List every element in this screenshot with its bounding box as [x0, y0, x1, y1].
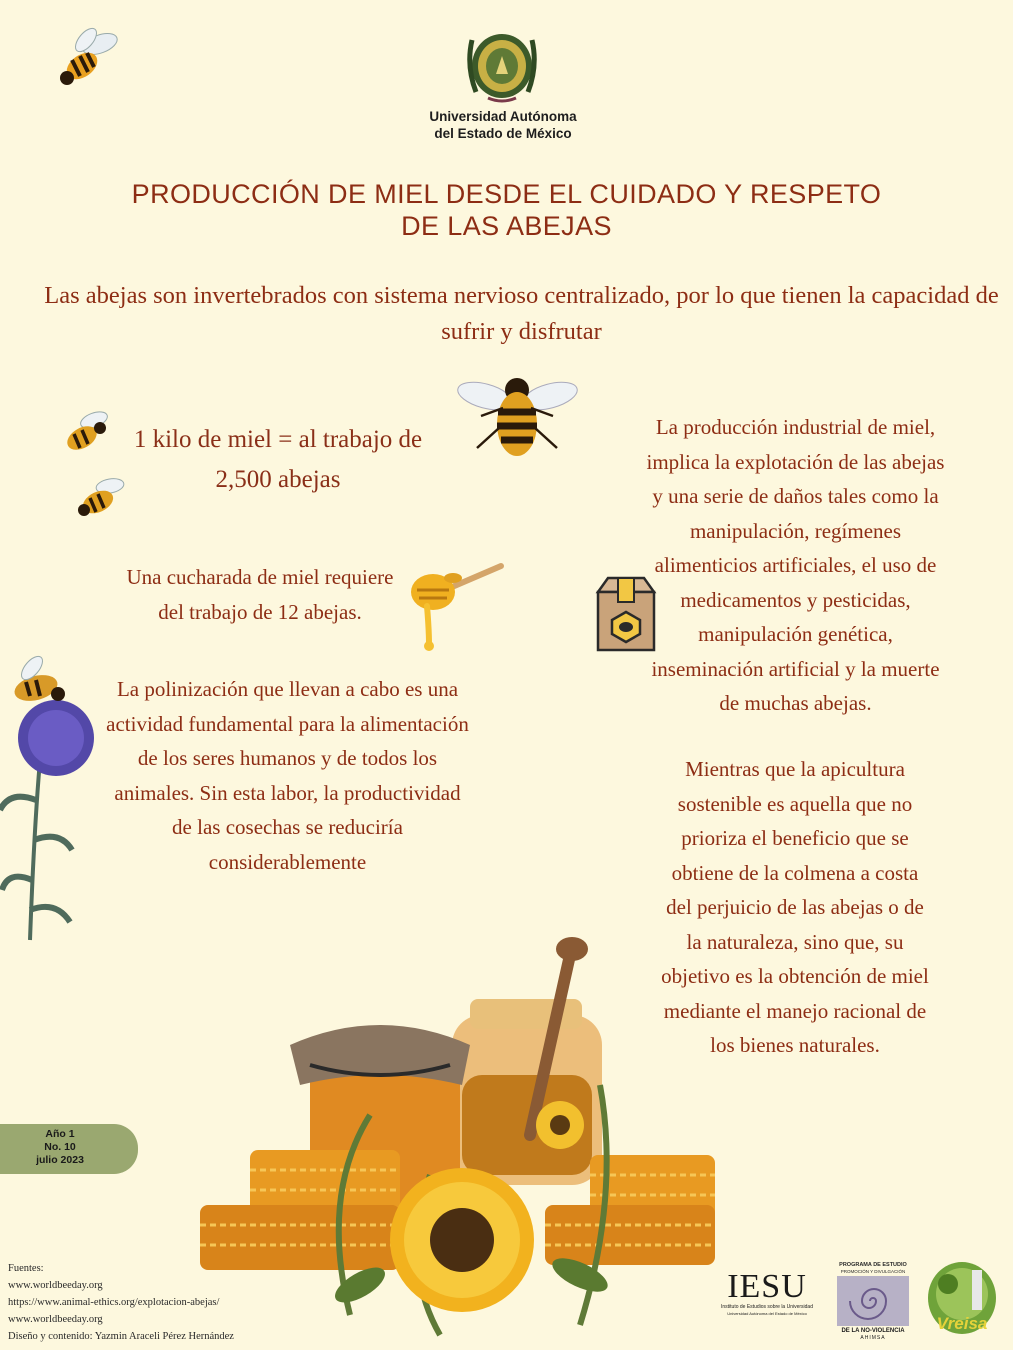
industrial-line: manipulación, regímenes: [689, 518, 902, 543]
issue-badge: [0, 1124, 138, 1174]
pollination-line: de los seres humanos y de todos los: [137, 746, 438, 770]
ahimsa-bottom2: AHIMSA: [860, 1335, 886, 1341]
industrial-line: de muchas abejas.: [719, 691, 872, 715]
thistle-flower-icon: [0, 650, 100, 950]
industrial-line: y una serie de daños tales como la: [652, 484, 939, 508]
sustainable-line: obtiene de la colmena a costa: [671, 860, 919, 885]
university-line1: Universidad Autónoma: [429, 109, 577, 124]
industrial-line: alimenticios artificiales, el uso de: [654, 553, 937, 577]
page-title: [100, 178, 913, 242]
sustainable-line: mediante el manejo racional de: [663, 998, 927, 1023]
industrial-line: medicamentos y pesticidas,: [680, 587, 911, 612]
sustainable-line: prioriza el beneficio que se: [681, 826, 909, 850]
nautilus-shell-icon: [837, 1276, 909, 1326]
university-line2: del Estado de México: [434, 126, 572, 141]
pollination-line: considerablemente: [208, 849, 367, 874]
bee-icon: [455, 368, 580, 463]
title-line2: DE LAS ABEJAS: [401, 211, 612, 241]
industrial-line: La producción industrial de miel,: [655, 415, 936, 439]
ahimsa-top1: PROGRAMA DE ESTUDIO: [839, 1262, 907, 1268]
industrial-line: manipulación genética,: [698, 622, 893, 646]
pollination-line: de las cosechas se reduciría: [172, 815, 403, 839]
iesu-logo: [716, 1270, 818, 1322]
spoon-line1: Una cucharada de miel requiere: [126, 565, 394, 589]
industrial-line: inseminación artificial y la muerte: [651, 656, 940, 681]
sustainable-line: sostenible es aquella que no: [677, 791, 913, 816]
industrial-line: implica la explotación de las abejas: [646, 449, 945, 474]
sustainable-line: los bienes naturales.: [710, 1033, 880, 1057]
iesu-logo-text: IESU: [727, 1268, 807, 1305]
sustainable-line: del perjuicio de las abejas o de: [666, 895, 924, 919]
title-line1: PRODUCCIÓN DE MIEL DESDE EL CUIDADO Y RESPETO: [131, 179, 882, 209]
university-crest-icon: [462, 30, 542, 106]
sustainable-line: la naturaleza, sino que, su: [686, 929, 904, 954]
kilo-line2: 2,500 abejas: [215, 466, 341, 493]
sustainable-line: objetivo es la obtención de miel: [661, 964, 929, 988]
kilo-line1: 1 kilo de miel = al trabajo de: [133, 426, 423, 453]
source-link[interactable]: www.worldbeeday.org: [8, 1314, 103, 1325]
kilo-fact: [118, 420, 438, 500]
iesu-logo-sub2: Universidad Autónoma del Estado de México: [727, 1311, 807, 1316]
pollination-line: La polinización que llevan a cabo es una: [116, 677, 459, 701]
sources-label: Fuentes:: [8, 1263, 44, 1274]
spoon-fact: [110, 560, 410, 629]
source-link[interactable]: www.worldbeeday.org: [8, 1280, 103, 1291]
ahimsa-top2: PROMOCIÓN Y DIVULGACIÓN: [840, 1269, 906, 1274]
sources: [8, 1260, 308, 1345]
bee-icon: [50, 26, 122, 90]
sustainable-line: Mientras que la apicultura: [685, 757, 905, 781]
issue-date: julio 2023: [36, 1154, 84, 1166]
bee-icon: [56, 406, 112, 462]
vreisa-logo: [926, 1260, 998, 1340]
sunflower-icon: [390, 1168, 534, 1312]
credit-line: Diseño y contenido: Yazmin Araceli Pérez Hernández: [8, 1331, 234, 1342]
issue-year: Año 1: [45, 1128, 75, 1140]
pollination-line: actividad fundamental para la alimentación: [106, 711, 469, 736]
ahimsa-logo: [834, 1262, 912, 1346]
pollination-text: [90, 672, 485, 879]
pollination-line: animales. Sin esta labor, la productividad: [114, 780, 461, 805]
ahimsa-bottom1: DE LA NO-VIOLENCIA: [841, 1328, 905, 1334]
issue-number: No. 10: [44, 1141, 76, 1153]
vreisa-logo-text: Vreisa: [936, 1314, 988, 1333]
honey-dipper-icon: [405, 560, 505, 652]
intro-text: Las abejas son invertebrados con sistema nervioso centralizado, por lo que tienen la capacidad de sufrir y disfrutar: [44, 282, 999, 345]
spoon-line2: del trabajo de 12 abejas.: [158, 599, 362, 624]
honeycomb-icon: [200, 1150, 400, 1270]
honey-jar-icon: [452, 999, 602, 1185]
industrial-production-text: [628, 410, 963, 721]
university-name: [400, 108, 606, 142]
iesu-logo-sub1: Instituto de Estudios sobre la Universidad: [721, 1304, 813, 1310]
source-link[interactable]: https://www.animal-ethics.org/explotacion-abejas/: [8, 1297, 220, 1308]
